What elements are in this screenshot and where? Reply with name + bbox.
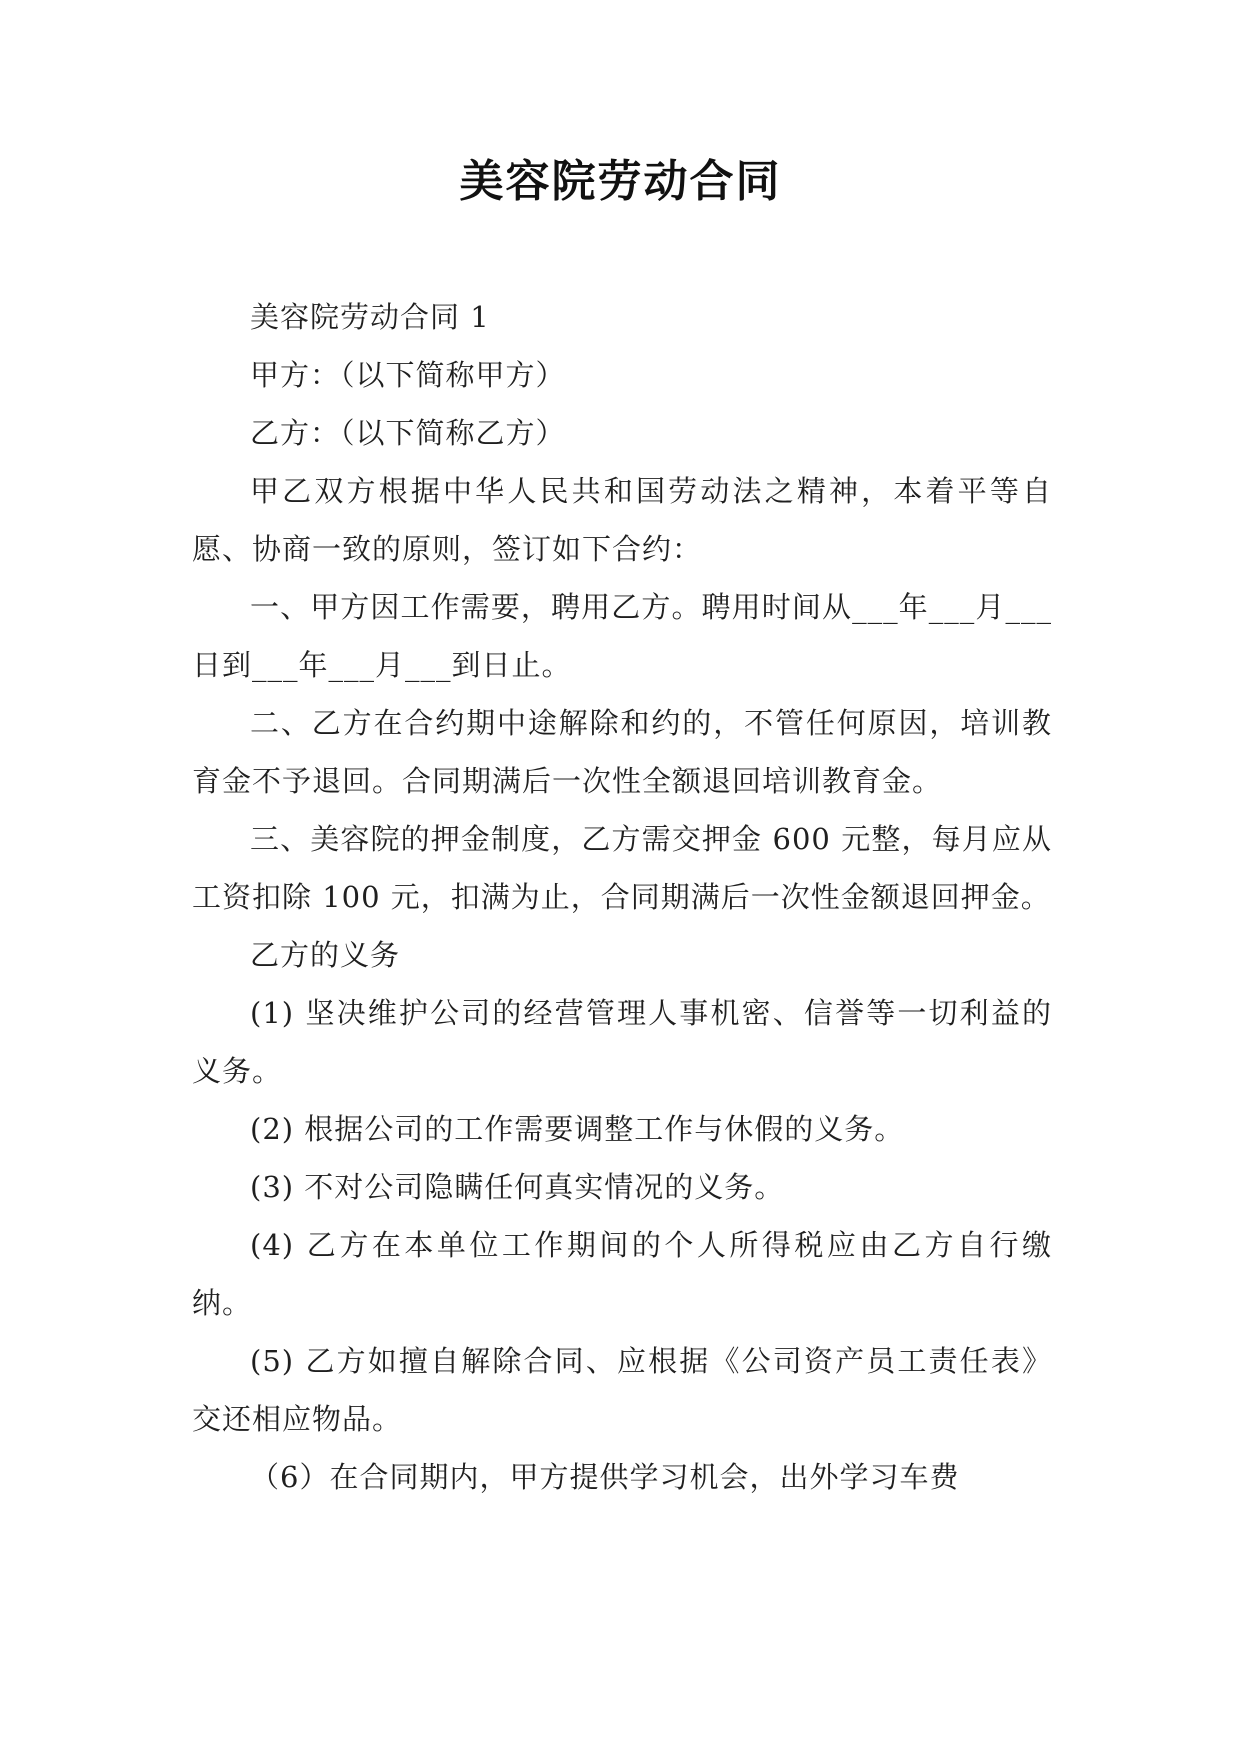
paragraph-preamble: 甲乙双方根据中华人民共和国劳动法之精神，本着平等自愿、协商一致的原则，签订如下合约： [192, 474, 1052, 566]
paragraph-party-b: 乙方：（以下简称乙方） [250, 416, 566, 450]
paragraph-obligation-4: (4) 乙方在本单位工作期间的个人所得税应由乙方自行缴纳。 [192, 1228, 1052, 1320]
paragraph-obligation-1: (1) 坚决维护公司的经营管理人事机密、信誉等一切利益的义务。 [192, 996, 1052, 1088]
paragraph-party-a: 甲方：（以下简称甲方） [250, 358, 566, 392]
document-body [192, 288, 1052, 1506]
paragraph-obligation-6: （6）在合同期内，甲方提供学习机会，出外学习车费 [250, 1460, 960, 1494]
paragraph-obligation-3: (3) 不对公司隐瞒任何真实情况的义务。 [250, 1170, 785, 1204]
paragraph-clause-1: 一、甲方因工作需要，聘用乙方。聘用时间从___年___月___日到___年___月___到日止。 [192, 590, 1052, 682]
paragraph-obligation-5: (5) 乙方如擅自解除合同、应根据《公司资产员工责任表》交还相应物品。 [192, 1344, 1052, 1436]
paragraph-obligations-heading: 乙方的义务 [250, 938, 401, 972]
paragraph-clause-2: 二、乙方在合约期中途解除和约的，不管任何原因，培训教育金不予退回。合同期满后一次性全额退回培训教育金。 [192, 706, 1052, 798]
paragraph-clause-3: 三、美容院的押金制度，乙方需交押金 600 元整，每月应从工资扣除 100 元，扣满为止，合同期满后一次性金额退回押金。 [192, 822, 1052, 914]
document-title: 美容院劳动合同 [459, 156, 782, 207]
paragraph-obligation-2: (2) 根据公司的工作需要调整工作与休假的义务。 [250, 1112, 905, 1146]
paragraph-subtitle: 美容院劳动合同 1 [250, 300, 490, 334]
